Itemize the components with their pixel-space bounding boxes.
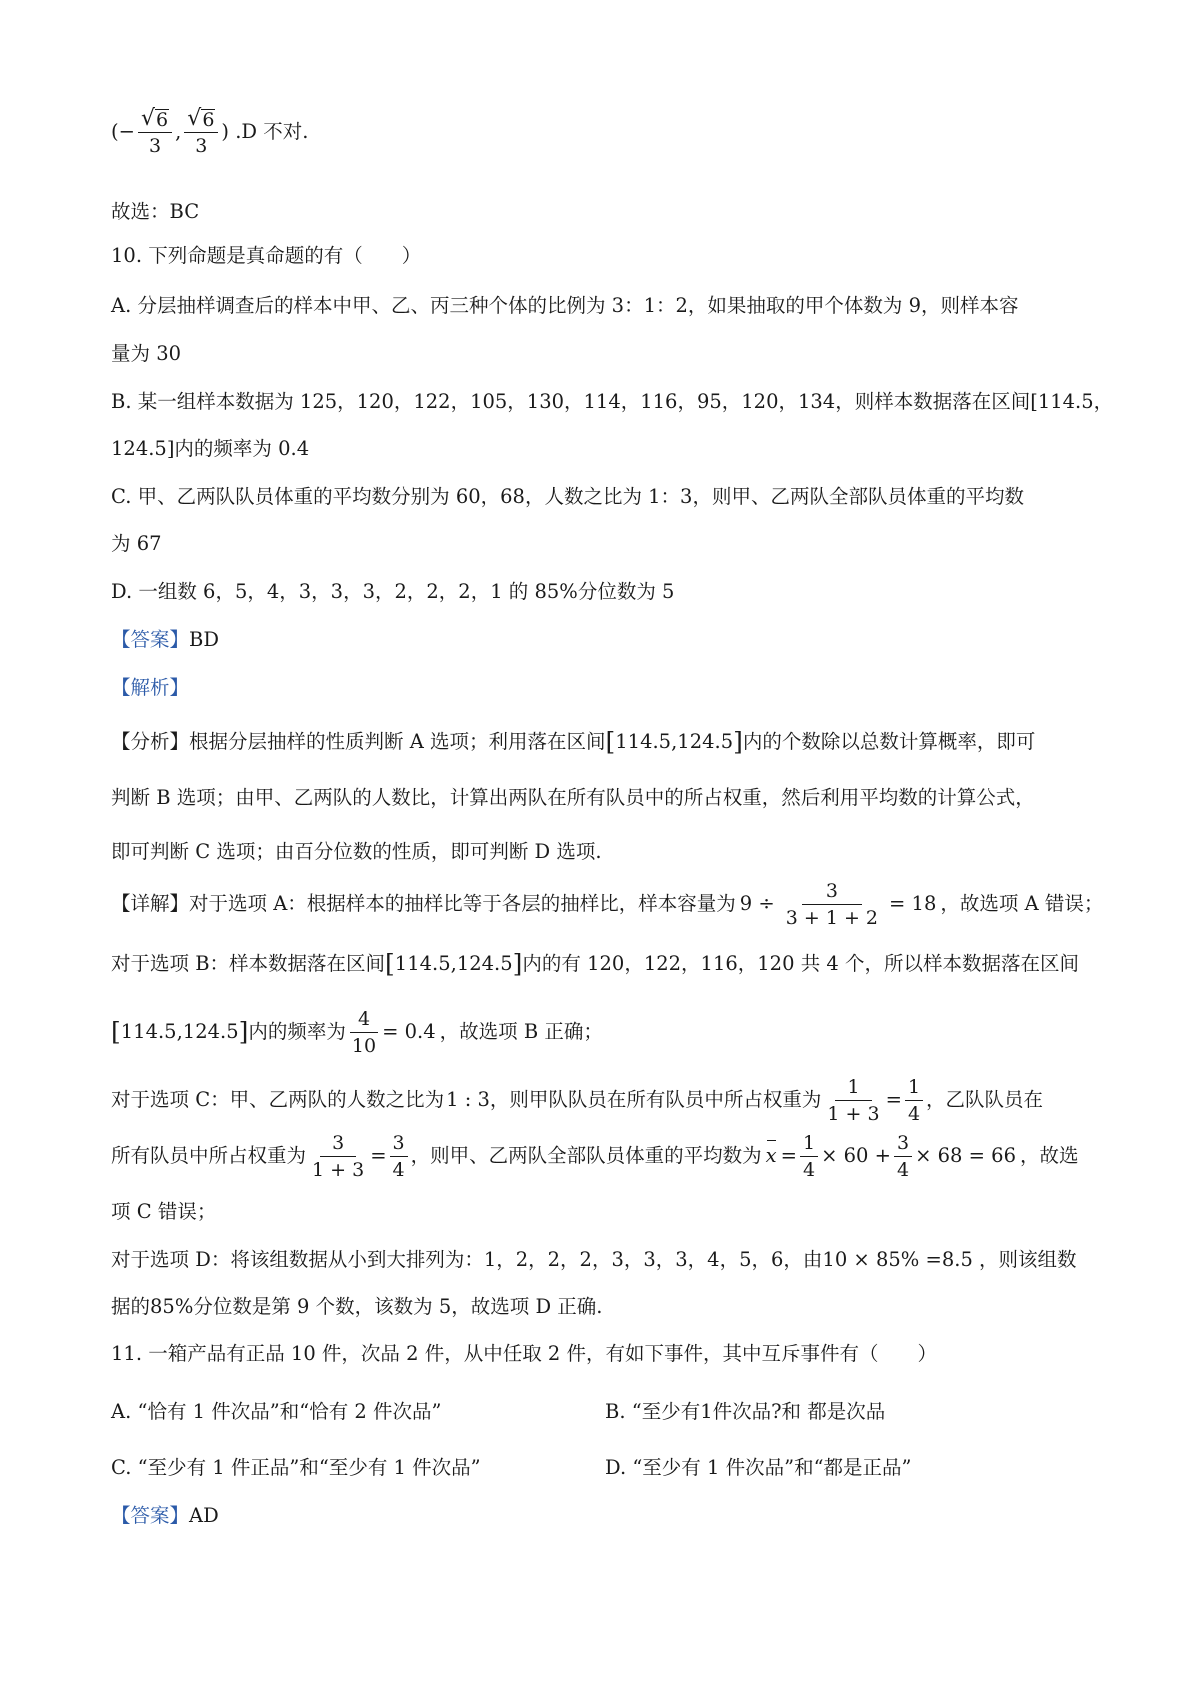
answer-value: AD xyxy=(189,1504,219,1527)
xiangjie-b-line1 xyxy=(111,950,1079,978)
q11-stem: 11. 一箱产品有正品 10 件，次品 2 件，从中任取 2 件，有如下事件，其中互斥事件有（ ） xyxy=(111,1342,938,1365)
q11-option-c: C. “至少有 1 件正品”和“至少有 1 件次品” xyxy=(111,1456,481,1479)
expr-eq-18: = 18 xyxy=(889,892,937,915)
numerator: 3 xyxy=(894,1132,912,1157)
jiexi-heading xyxy=(111,674,189,702)
radicand: 6 xyxy=(202,108,215,131)
answer-value: BD xyxy=(189,628,219,651)
ratio-1-3: 1 : 3 xyxy=(446,1088,490,1111)
fenxi-text: 根据分层抽样的性质判断 A 选项；利用落在区间 xyxy=(189,730,606,753)
numerator: 1 xyxy=(800,1132,818,1157)
numerator: 3 xyxy=(320,1132,356,1157)
fraction-1-over-4 xyxy=(905,1076,923,1125)
prev-answer-tail: ) .D 不对. xyxy=(221,120,309,143)
expr-eq-04: = 0.4 xyxy=(382,1020,436,1043)
xiangjie-c-text: ，故选 xyxy=(1019,1144,1079,1167)
radicand: 6 xyxy=(155,108,169,131)
interval-expr: [114.5,124.5] xyxy=(385,949,523,978)
denominator: 4 xyxy=(392,1158,405,1181)
q10-answer xyxy=(111,626,219,654)
q11-options-row1 xyxy=(111,1396,991,1424)
interval-value: 114.5,124.5 xyxy=(394,952,513,975)
denominator: 3 xyxy=(148,134,162,157)
comma: , xyxy=(175,120,182,143)
q10-stem: 10. 下列命题是真命题的有（ ） xyxy=(111,244,422,267)
q11-options-row2 xyxy=(111,1452,991,1480)
xiangjie-c-line3: 项 C 错误； xyxy=(111,1200,217,1223)
xiangjie-c-line1 xyxy=(111,1068,1043,1132)
xiangjie-b-text: 对于选项 B：样本数据落在区间 xyxy=(111,952,386,975)
xiangjie-b-tail: ，故选项 B 正确； xyxy=(439,1020,603,1043)
q10-option-b-line1: B. 某一组样本数据为 125，120，122，105，130，114，116，95，120，134，则样本数据落在区间[114.5， xyxy=(111,390,1114,413)
denominator: 1 + 3 xyxy=(827,1102,880,1125)
x-bar: x xyxy=(766,1142,777,1170)
q11-answer xyxy=(111,1502,219,1530)
xiangjie-d-text: 据的 xyxy=(111,1295,151,1318)
prev-conclusion: 故选：BC xyxy=(111,200,200,223)
q10-option-b-line2: 124.5]内的频率为 0.4 xyxy=(111,437,310,460)
fraction-1-over-4 xyxy=(800,1132,818,1181)
fraction-neg-sqrt6-over-3: √ 6 3 xyxy=(138,108,172,157)
equals-sign: = xyxy=(780,1144,797,1167)
expr-10x85pct: 10 × 85% xyxy=(822,1248,920,1271)
fraction-3-over-6 xyxy=(783,880,881,929)
xiangjie-a-tail: ，故选项 A 错误； xyxy=(940,892,1104,915)
xiangjie-b-text: 内的有 120，122，116，120 共 4 个，所以样本数据落在区间 xyxy=(522,952,1080,975)
xiangjie-d-line1 xyxy=(111,1246,1077,1274)
fraction-1-over-1plus3 xyxy=(824,1076,882,1125)
q11-option-d: D. “至少有 1 件次品”和“都是正品” xyxy=(605,1456,912,1479)
q10-option-c-line2: 为 67 xyxy=(111,532,162,555)
fenxi-line3: 即可判断 C 选项；由百分位数的性质，即可判断 D 选项. xyxy=(111,840,602,863)
denominator: 10 xyxy=(351,1034,377,1057)
q11-option-b: B. “至少有1件次品?和 都是次品 xyxy=(605,1400,886,1423)
interval-expr: [114.5,124.5] xyxy=(605,727,743,756)
xiangjie-d-line2 xyxy=(111,1293,603,1321)
q10-option-a-line1: A. 分层抽样调查后的样本中甲、乙、丙三种个体的比例为 3：1：2，如果抽取的甲个体数为 9，则样本容 xyxy=(111,294,1019,317)
xiangjie-c-text: 对于选项 C：甲、乙两队的人数之比为 xyxy=(111,1088,445,1111)
fenxi-text: 内的个数除以总数计算概率，即可 xyxy=(742,730,1036,753)
xiangjie-d-text: =8.5 ，则该组数 xyxy=(919,1248,1077,1271)
denominator: 3 xyxy=(195,134,208,157)
expr-9-div: 9 ÷ xyxy=(739,892,775,915)
q10-option-c-line1: C. 甲、乙两队队员体重的平均数分别为 60，68，人数之比为 1：3，则甲、乙两队全部队员体重的平均数 xyxy=(111,485,1024,508)
interval-value: 114.5,124.5 xyxy=(615,730,734,753)
expr-times-68: × 68 = 66 xyxy=(915,1144,1016,1167)
q10-option-a-line2: 量为 30 xyxy=(111,342,182,365)
fraction-3-over-4 xyxy=(390,1132,408,1181)
denominator: 3 + 1 + 2 xyxy=(785,906,879,929)
fraction-4-over-10 xyxy=(349,1008,379,1057)
answer-tag: 【答案】 xyxy=(111,1504,190,1527)
interval-value: 114.5,124.5 xyxy=(120,1020,239,1043)
interval-expr: [114.5,124.5] xyxy=(111,1017,249,1046)
equals-sign: = xyxy=(885,1088,902,1111)
xiangjie-b-text: 内的频率为 xyxy=(248,1020,346,1043)
numerator: 3 xyxy=(390,1132,408,1157)
pct-85: 85% xyxy=(150,1295,194,1318)
denominator: 4 xyxy=(896,1158,910,1181)
prev-answer-line xyxy=(111,102,308,162)
fenxi-tag: 【分析】 xyxy=(111,730,190,753)
xiangjie-c-text: ，则甲队队员在所有队员中所占权重为 xyxy=(489,1088,822,1111)
fenxi-line2: 判断 B 选项；由甲、乙两队的人数比，计算出两队在所有队员中的所占权重，然后利用平均数的计算公式， xyxy=(111,786,1035,809)
fraction-sqrt6-over-3: √ 6 3 xyxy=(184,108,218,157)
numerator: 3 xyxy=(802,880,862,905)
answer-tag: 【答案】 xyxy=(111,628,190,651)
xiangjie-d-text: 分位数是第 9 个数，该数为 5，故选项 D 正确. xyxy=(193,1295,603,1318)
xiangjie-c-text: ，乙队队员在 xyxy=(926,1088,1044,1111)
expr-times-60: × 60 + xyxy=(821,1144,891,1167)
xiangjie-tag: 【详解】 xyxy=(111,892,190,915)
xiangjie-c-line2 xyxy=(111,1124,1079,1188)
denominator: 1 + 3 xyxy=(312,1158,365,1181)
numerator: 4 xyxy=(350,1008,378,1033)
xiangjie-a xyxy=(111,872,1103,936)
fenxi-line1 xyxy=(111,728,1035,756)
numerator: 1 xyxy=(835,1076,871,1101)
xiangjie-b-line2 xyxy=(111,1000,603,1064)
q11-option-a: A. “恰有 1 件次品”和“恰有 2 件次品” xyxy=(111,1400,442,1423)
q10-option-d: D. 一组数 6，5，4，3，3，3，2，2，2，1 的 85%分位数为 5 xyxy=(111,580,675,603)
denominator: 4 xyxy=(803,1158,816,1181)
open-paren: (− xyxy=(111,120,135,143)
xiangjie-c-text: ，则甲、乙两队全部队员体重的平均数为 xyxy=(410,1144,762,1167)
xiangjie-d-text: 对于选项 D：将该组数据从小到大排列为：1，2，2，2，3，3，3，4，5，6，由 xyxy=(111,1248,823,1271)
xiangjie-c-text: 所有队员中所占权重为 xyxy=(111,1144,307,1167)
fraction-3-over-4 xyxy=(894,1132,912,1181)
equals-sign: = xyxy=(370,1144,387,1167)
numerator: 1 xyxy=(905,1076,923,1101)
fraction-3-over-1plus3 xyxy=(309,1132,367,1181)
denominator: 4 xyxy=(907,1102,921,1125)
jiexi-tag: 【解析】 xyxy=(111,676,190,699)
xiangjie-a-text: 对于选项 A：根据样本的抽样比等于各层的抽样比，样本容量为 xyxy=(189,892,736,915)
